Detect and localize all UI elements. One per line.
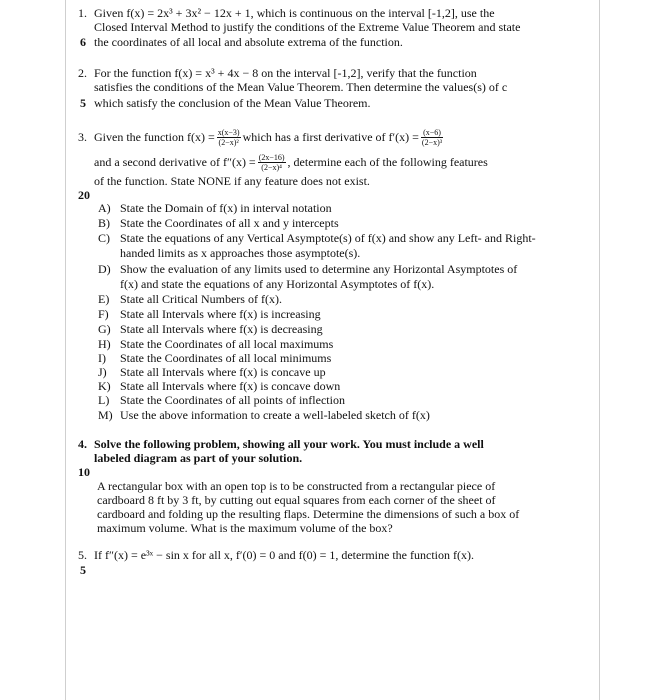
list-item: A) State the Domain of f(x) in interval notation <box>98 201 332 215</box>
q1-line2: Closed Interval Method to justify the conditions of the Extreme Value Theorem and state <box>94 20 521 34</box>
q3-line2 <box>94 149 488 175</box>
q1-number: 1. <box>78 6 87 20</box>
q3-intro-a: Given the function f(x) = <box>94 130 215 144</box>
q3-f-fraction <box>217 128 241 147</box>
list-item: J) State all Intervals where f(x) is concave up <box>98 365 326 379</box>
q2-number: 2. <box>78 66 87 80</box>
q3-line2-b: , determine each of the following features <box>287 155 488 169</box>
list-item: L) State the Coordinates of all points of inflection <box>98 393 345 407</box>
q1-line3: the coordinates of all local and absolute extrema of the function. <box>94 35 403 49</box>
q2-line1: For the function f(x) = x³ + 4x − 8 on the interval [-1,2], verify that the function <box>94 66 477 80</box>
list-item: G) State all Intervals where f(x) is decreasing <box>98 322 323 336</box>
q3-line2-a: and a second derivative of f″(x) = <box>94 155 256 169</box>
q2-points: 5 <box>80 96 86 110</box>
list-item: F) State all Intervals where f(x) is increasing <box>98 307 321 321</box>
q4-body1: A rectangular box with an open top is to be constructed from a rectangular piece of <box>97 479 496 493</box>
list-item: K) State all Intervals where f(x) is concave down <box>98 379 341 393</box>
q4-heading1: Solve the following problem, showing all your work. You must include a well <box>94 437 484 451</box>
q2-line2: satisfies the conditions of the Mean Value Theorem. Then determine the values(s) of c <box>94 80 508 94</box>
q4-body4: maximum volume. What is the maximum volume of the box? <box>97 521 393 535</box>
list-item: D) Show the evaluation of any limits used to determine any Horizontal Asymptotes of <box>98 262 518 276</box>
q3-fdoubleprime-denominator: (2−x)⁴ <box>261 162 282 172</box>
q1-line1: Given f(x) = 2x³ + 3x² − 12x + 1, which is continuous on the interval [-1,2], use the <box>94 6 495 20</box>
q4-points: 10 <box>78 465 90 479</box>
list-item-continuation: handed limits as x approaches those asymptote(s). <box>120 246 361 260</box>
list-item: I) State the Coordinates of all local minimums <box>98 351 332 365</box>
list-item-continuation: f(x) and state the equations of any Horizontal Asymptotes of f(x). <box>120 277 435 291</box>
q3-fprime-fraction <box>421 128 443 147</box>
q1-points: 6 <box>80 35 86 49</box>
list-item: M) Use the above information to create a well-labeled sketch of f(x) <box>98 408 430 422</box>
list-item: C) State the equations of any Vertical Asymptote(s) of f(x) and show any Left- and Right- <box>98 231 536 245</box>
q3-number: 3. <box>78 130 87 144</box>
page-border-right <box>599 0 600 700</box>
q3-intro-b: which has a first derivative of f′(x) = <box>242 130 419 144</box>
q2-line3: which satisfy the conclusion of the Mean Value Theorem. <box>94 96 371 110</box>
q3-fprime-denominator: (2−x)³ <box>421 137 443 147</box>
q5-number: 5. <box>78 548 87 562</box>
q3-points: 20 <box>78 188 90 202</box>
q4-body3: cardboard and folding up the resulting flaps. Determine the dimensions of such a box of <box>97 507 520 521</box>
q3-line1 <box>94 124 445 150</box>
q3-fdoubleprime-fraction <box>258 153 286 172</box>
q4-body2: cardboard 8 ft by 3 ft, by cutting out equal squares from each corner of the sheet of <box>97 493 496 507</box>
q4-heading2: labeled diagram as part of your solution. <box>94 451 303 465</box>
list-item: B) State the Coordinates of all x and y intercepts <box>98 216 339 230</box>
q3-line3: of the function. State NONE if any feature does not exist. <box>94 174 370 188</box>
q3-f-numerator: x(x−3) <box>217 127 240 137</box>
list-item: E) State all Critical Numbers of f(x). <box>98 292 282 306</box>
q5-line1: If f″(x) = e³ˣ − sin x for all x, f′(0) = 0 and f(0) = 1, determine the function f(x). <box>94 548 474 562</box>
page-border-left <box>65 0 66 700</box>
q3-fprime-numerator: (x−6) <box>421 128 443 138</box>
q3-fdoubleprime-numerator: (2x−16) <box>258 152 285 162</box>
list-item: H) State the Coordinates of all local maximums <box>98 337 334 351</box>
q4-number: 4. <box>78 437 87 451</box>
q3-f-denominator: (2−x)² <box>218 137 239 147</box>
q5-points: 5 <box>80 563 86 577</box>
